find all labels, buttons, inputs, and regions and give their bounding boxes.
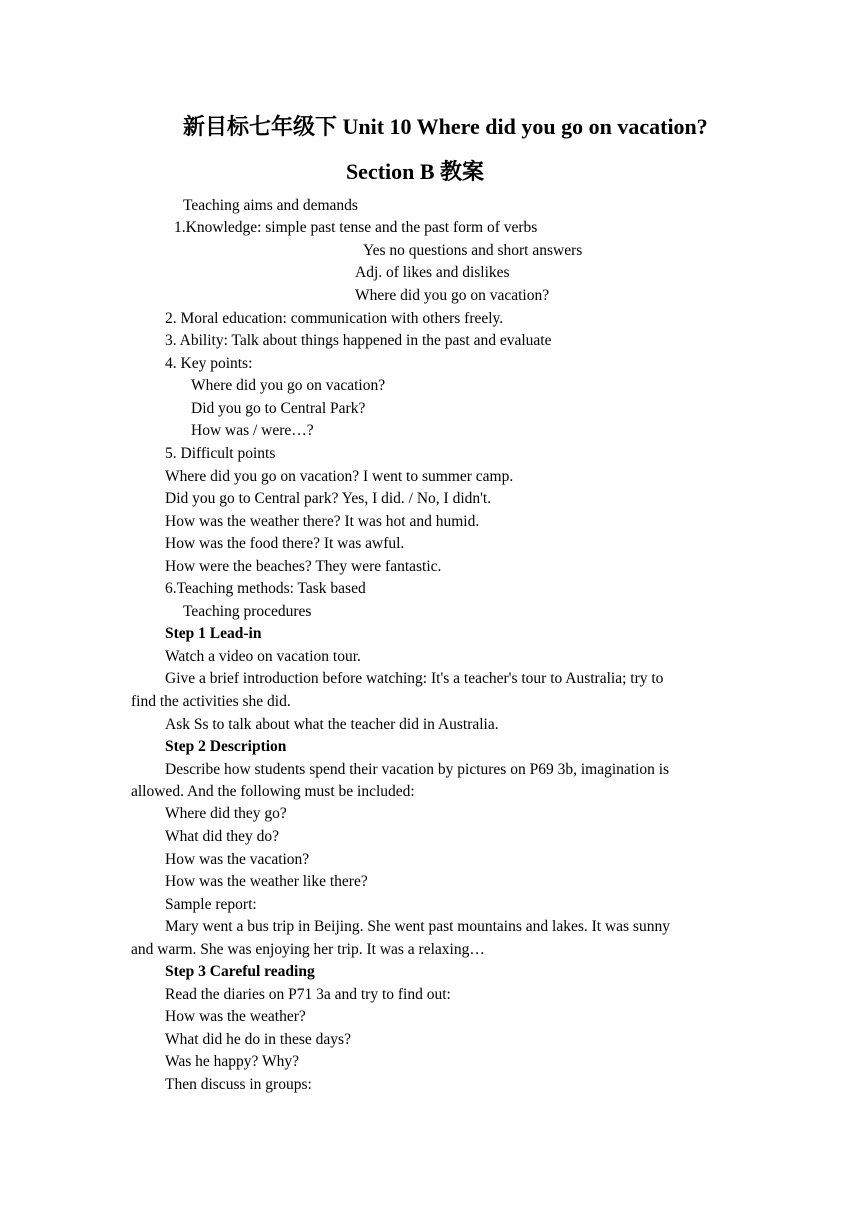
text-line: and warm. She was enjoying her trip. It was a relaxing…	[131, 941, 485, 958]
document-subtitle: Section B 教案	[345, 159, 485, 184]
section-heading: Step 3 Careful reading	[165, 963, 315, 980]
text-line: Ask Ss to talk about what the teacher did in Australia.	[165, 716, 499, 733]
text-line: Teaching aims and demands	[183, 197, 358, 214]
text-line: Where did they go?	[165, 805, 287, 822]
text-line: Where did you go on vacation? I went to summer camp.	[165, 468, 514, 485]
text-line: How was / were…?	[191, 422, 314, 439]
text-line: Describe how students spend their vacation by pictures on P69 3b, imagination is	[165, 761, 670, 778]
text-line: Give a brief introduction before watching: It's a teacher's tour to Australia; try to	[165, 670, 664, 687]
text-line: 6.Teaching methods: Task based	[165, 580, 366, 597]
section-heading: Step 1 Lead-in	[165, 625, 262, 642]
text-line: Was he happy? Why?	[165, 1053, 300, 1070]
text-line: What did he do in these days?	[165, 1031, 351, 1048]
text-line: 3. Ability: Talk about things happened in the past and evaluate	[165, 332, 552, 349]
text-line: How was the weather like there?	[165, 873, 368, 890]
text-line: Then discuss in groups:	[165, 1076, 312, 1093]
text-line: How were the beaches? They were fantastic.	[165, 558, 442, 575]
text-line: 1.Knowledge: simple past tense and the past form of verbs	[174, 219, 538, 236]
text-line: find the activities she did.	[131, 693, 291, 710]
text-line: Teaching procedures	[183, 603, 312, 620]
text-line: Did you go to Central park? Yes, I did. / No, I didn't.	[165, 490, 492, 507]
text-line: Adj. of likes and dislikes	[355, 264, 510, 281]
text-line: Where did you go on vacation?	[191, 377, 386, 394]
text-line: Did you go to Central Park?	[191, 400, 366, 417]
text-line: allowed. And the following must be included:	[131, 783, 415, 800]
text-line: 5. Difficult points	[165, 445, 276, 462]
text-line: 4. Key points:	[165, 355, 253, 372]
document-title: 新目标七年级下 Unit 10 Where did you go on vacation?	[183, 114, 708, 139]
text-line: Yes no questions and short answers	[363, 242, 583, 259]
text-line: How was the food there? It was awful.	[165, 535, 405, 552]
text-line: How was the weather?	[165, 1008, 306, 1025]
section-heading: Step 2 Description	[165, 738, 287, 755]
text-line: Watch a video on vacation tour.	[165, 648, 361, 665]
text-line: Read the diaries on P71 3a and try to find out:	[165, 986, 451, 1003]
text-line: Mary went a bus trip in Beijing. She went past mountains and lakes. It was sunny	[165, 918, 670, 935]
text-line: How was the weather there? It was hot and humid.	[165, 513, 480, 530]
text-line: How was the vacation?	[165, 851, 310, 868]
text-line: Sample report:	[165, 896, 257, 913]
text-line: What did they do?	[165, 828, 280, 845]
text-line: Where did you go on vacation?	[355, 287, 550, 304]
text-line: 2. Moral education: communication with others freely.	[165, 310, 504, 327]
